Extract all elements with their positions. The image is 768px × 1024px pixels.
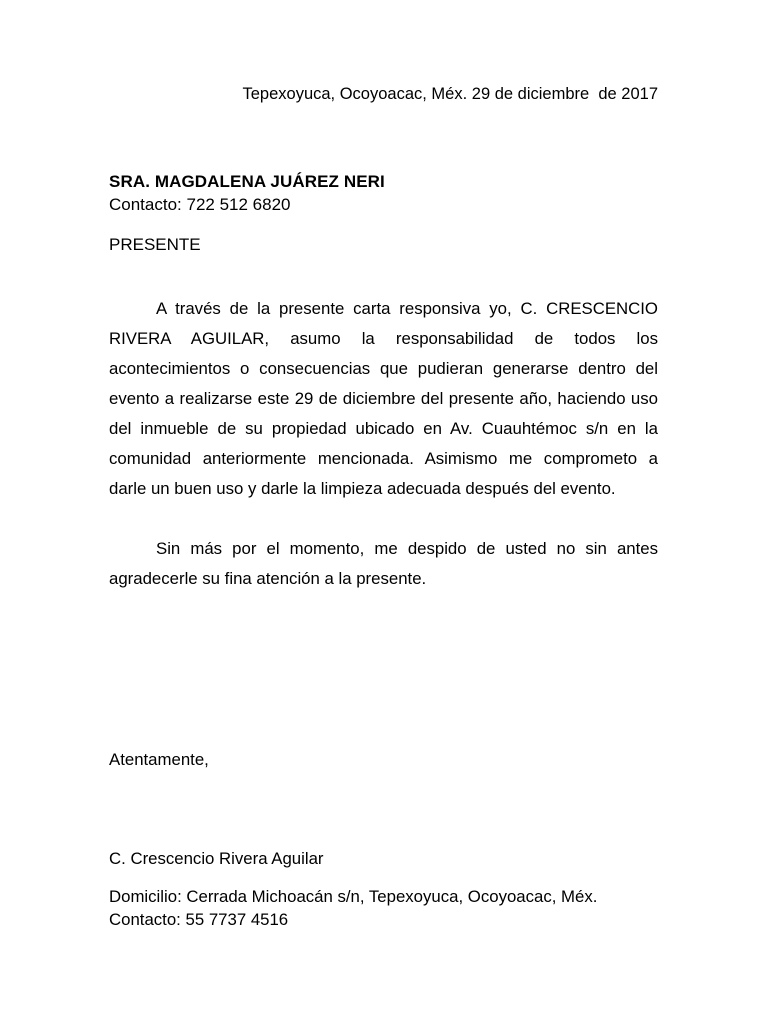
recipient-name: SRA. MAGDALENA JUÁREZ NERI: [109, 172, 385, 191]
body-paragraph-1: A través de la presente carta responsiva yo, C. CRESCENCIO RIVERA AGUILAR, asumo la responsabilidad de todos los acontecimientos o consecuencias que pudieran generarse dentro del evento a realizarse este 29 de diciembre del presente año, haciendo uso del inmueble de su propiedad ubicado en Av. Cuauhtémoc s/n en la comunidad anteriormente mencionada. Asimismo me comprometo a darle un buen uso y darle la limpieza adecuada después del evento.: [109, 299, 658, 498]
recipient-attention-line: PRESENTE: [109, 235, 201, 254]
signature-space: [109, 772, 658, 842]
recipient-block: [109, 170, 658, 257]
signer-contact: Contacto: 55 7737 4516: [109, 910, 289, 929]
signer-details: [109, 885, 669, 931]
signer-name: C. Crescencio Rivera Aguilar: [109, 849, 324, 868]
body-paragraph-2: Sin más por el momento, me despido de usted no sin antes agradecerle su fina atención a la presente.: [109, 539, 658, 588]
closing-salutation: Atentamente,: [109, 750, 209, 769]
letter-body: [109, 294, 658, 594]
signer-address: Domicilio: Cerrada Michoacán s/n, Tepexoyuca, Ocoyoacac, Méx.: [109, 887, 598, 906]
recipient-contact: Contacto: 722 512 6820: [109, 195, 291, 214]
date-line: Tepexoyuca, Ocoyoacac, Méx. 29 de diciembre de 2017: [242, 85, 658, 103]
